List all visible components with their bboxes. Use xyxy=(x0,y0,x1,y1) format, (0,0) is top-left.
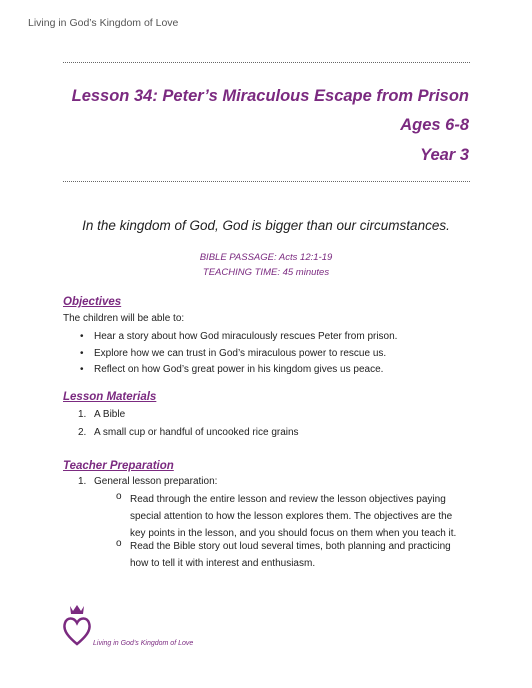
preparation-heading: Teacher Preparation xyxy=(63,460,174,472)
page-header: Living in God’s Kingdom of Love xyxy=(28,17,179,29)
theme-statement: In the kingdom of God, God is bigger than our circumstances. xyxy=(82,218,450,233)
divider-top xyxy=(63,62,470,63)
divider-bottom xyxy=(63,181,470,182)
ages-label: Ages 6-8 xyxy=(400,116,469,134)
bullet-icon: • xyxy=(80,364,84,375)
objectives-heading: Objectives xyxy=(63,296,122,308)
bible-passage: BIBLE PASSAGE: Acts 12:1-19 xyxy=(199,252,333,263)
teaching-time: TEACHING TIME: 45 minutes xyxy=(202,267,330,278)
crown-heart-logo-icon xyxy=(62,604,92,653)
lesson-title: Lesson 34: Peter’s Miraculous Escape from Prison xyxy=(71,87,469,105)
bullet-icon: • xyxy=(80,348,84,359)
circle-bullet-icon: o xyxy=(116,538,122,549)
footer-text: Living in God’s Kingdom of Love xyxy=(93,640,194,647)
lesson-info xyxy=(0,250,532,280)
title-block xyxy=(49,86,469,165)
materials-heading: Lesson Materials xyxy=(63,391,157,403)
circle-bullet-icon: o xyxy=(116,491,122,502)
bullet-icon: • xyxy=(80,331,84,342)
objectives-intro: The children will be able to: xyxy=(63,313,185,324)
year-label: Year 3 xyxy=(420,146,469,164)
